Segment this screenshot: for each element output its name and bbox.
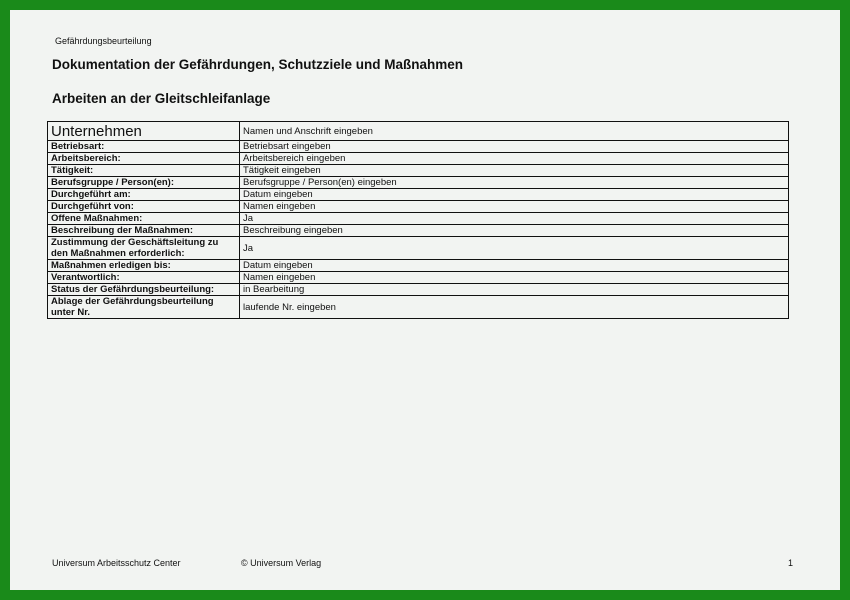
field-label: Arbeitsbereich: (48, 153, 240, 165)
table-row (48, 213, 789, 225)
field-value[interactable]: Tätigkeit eingeben (240, 165, 789, 177)
field-value[interactable]: Beschreibung eingeben (240, 225, 789, 237)
field-value[interactable]: Ja (240, 237, 789, 260)
field-label: Berufsgruppe / Person(en): (48, 177, 240, 189)
table-row (48, 189, 789, 201)
field-label: Ablage der Gefährdungsbeurteilung unter Nr. (48, 296, 240, 319)
field-value[interactable]: Datum eingeben (240, 189, 789, 201)
field-value[interactable]: Betriebsart eingeben (240, 141, 789, 153)
field-value[interactable]: Namen eingeben (240, 201, 789, 213)
table-row (48, 177, 789, 189)
company-heading: Unternehmen (48, 122, 240, 141)
field-label: Tätigkeit: (48, 165, 240, 177)
table-row (48, 225, 789, 237)
field-label: Maßnahmen erledigen bis: (48, 260, 240, 272)
field-label: Zustimmung der Geschäftsleitung zu den Maßnahmen erforderlich: (48, 237, 240, 260)
field-label: Durchgeführt von: (48, 201, 240, 213)
field-value[interactable]: Ja (240, 213, 789, 225)
page-number: 1 (788, 558, 794, 568)
running-header: Gefährdungsbeurteilung (55, 36, 152, 46)
field-value[interactable]: Datum eingeben (240, 260, 789, 272)
footer-organization: Universum Arbeitsschutz Center (52, 558, 181, 568)
table-row (48, 284, 789, 296)
table-row (48, 201, 789, 213)
document-title: Dokumentation der Gefährdungen, Schutzziele und Maßnahmen (52, 57, 464, 72)
table-row (48, 237, 789, 260)
field-value[interactable]: Berufsgruppe / Person(en) eingeben (240, 177, 789, 189)
field-value[interactable]: Namen eingeben (240, 272, 789, 284)
footer-copyright: © Universum Verlag (241, 558, 322, 568)
field-label: Betriebsart: (48, 141, 240, 153)
field-label: Offene Maßnahmen: (48, 213, 240, 225)
company-value-field[interactable]: Namen und Anschrift eingeben (240, 122, 789, 141)
field-value[interactable]: laufende Nr. eingeben (240, 296, 789, 319)
table-row (48, 260, 789, 272)
table-row (48, 296, 789, 319)
table-row (48, 153, 789, 165)
assessment-form-table (47, 121, 789, 319)
table-row (48, 141, 789, 153)
field-value[interactable]: in Bearbeitung (240, 284, 789, 296)
field-label: Beschreibung der Maßnahmen: (48, 225, 240, 237)
field-label: Verantwortlich: (48, 272, 240, 284)
table-row (48, 165, 789, 177)
document-page (10, 10, 840, 590)
field-value[interactable]: Arbeitsbereich eingeben (240, 153, 789, 165)
table-row (48, 272, 789, 284)
document-subtitle: Arbeiten an der Gleitschleifanlage (52, 91, 271, 106)
field-label: Status der Gefährdungsbeurteilung: (48, 284, 240, 296)
table-row (48, 122, 789, 141)
field-label: Durchgeführt am: (48, 189, 240, 201)
